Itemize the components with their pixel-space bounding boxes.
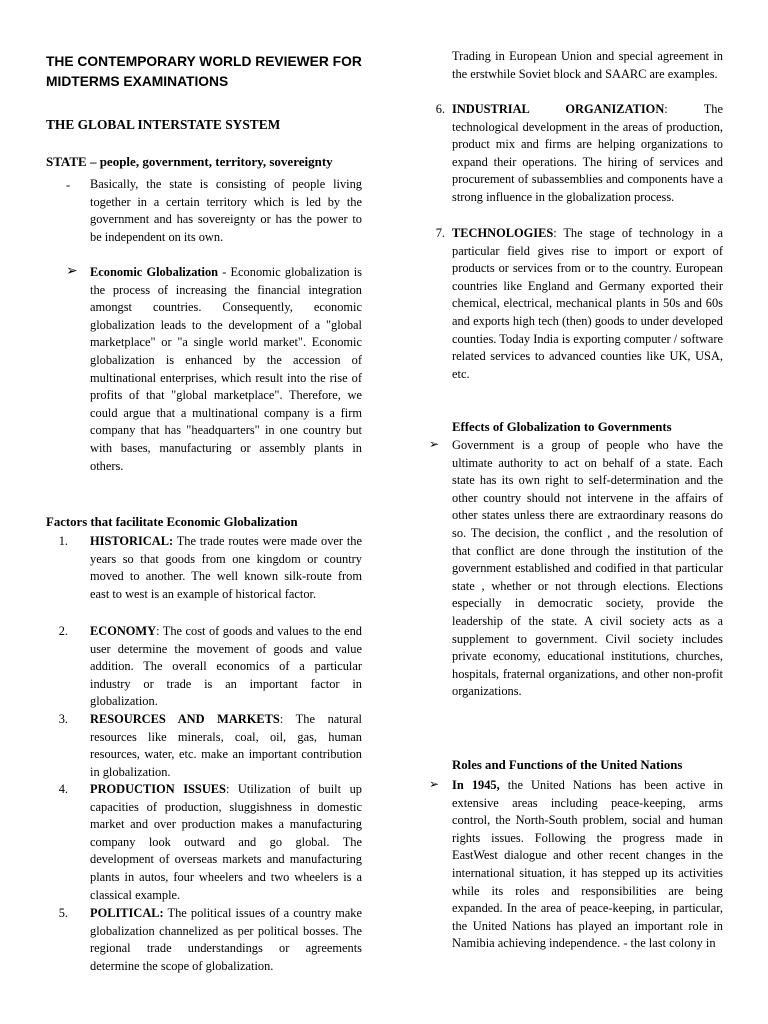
arrow-bullet-icon: ➢	[429, 777, 440, 791]
factor-number: 1.	[58, 534, 68, 548]
factor-item	[90, 533, 362, 603]
factor-term: ECONOMY	[90, 624, 157, 638]
factor-text: The political issues of a country make globalization channelized as per political bosses. The regional trade understandings or agreements determine the scope of globalization.	[90, 906, 362, 973]
factor-text: : Utilization of built up capacities of production, sluggishness in domestic market and over production makes a manufacturing company look outward and go global. The development of overseas markets and manufacturing plants in autos, four wheelers and two wheelers is a classical example.	[90, 782, 362, 902]
factor-text: : The technological development in the areas of production, product mix and firms are helping organizations to expand their operations. The hiring of services and procurement of subassemblies and components have a strong influence in the globalization process.	[452, 102, 723, 204]
effects-heading: Effects of Globalization to Governments	[452, 420, 672, 434]
factor-text: The trade routes were made over the years so that goods from one kingdom or country moved to another. The well known silk-route from east to west is an example of historical factor.	[90, 534, 362, 601]
document-title: THE CONTEMPORARY WORLD REVIEWER FOR MIDTERMS EXAMINATIONS	[46, 54, 362, 89]
factor-number: 3.	[58, 712, 68, 726]
factor-item	[452, 101, 723, 207]
factor-term: PRODUCTION ISSUES	[90, 782, 226, 796]
economic-globalization-term: Economic Globalization	[90, 265, 219, 279]
factor-number: 6.	[435, 102, 445, 116]
factor-5-continued: Trading in European Union and special agreement in the erstwhile Soviet block and SAARC are examples.	[452, 49, 723, 81]
factor-term: INDUSTRIAL ORGANIZATION	[452, 102, 665, 116]
factor-term: RESOURCES AND MARKETS	[90, 712, 280, 726]
economic-globalization-paragraph	[90, 264, 362, 475]
factor-item	[90, 623, 362, 711]
state-bullet-mark: -	[66, 178, 71, 192]
factor-item	[90, 781, 362, 904]
effects-paragraph: Government is a group of people who have the ultimate authority to act on behalf of a state. Each state has its own right to self-determination and the other country should not intervene in the affairs of other states unless there are extraordinary reasons do so. The decision, the conflict , and the resolution of that conflict are done through the institution of the government established and codified in that particular state , whether or not through elections. Elections especially in democratic society, provide the leadership of the state. A civil society acts as a supplement to government. Civil society includes private economy, educational institutions, churches, hospitals, fraternal organizations, and other non-profit organizations.	[452, 438, 723, 699]
factor-number: 5.	[58, 906, 68, 920]
state-definition: Basically, the state is consisting of people living together in a certain territory which is led by the government and has sovereignty or has the power to be independent on its own.	[90, 177, 362, 244]
arrow-bullet-icon: ➢	[429, 437, 440, 451]
un-heading: Roles and Functions of the United Nations	[452, 758, 683, 772]
arrow-bullet-icon: ➢	[66, 264, 78, 279]
factor-term: POLITICAL:	[90, 906, 164, 920]
un-year: In 1945,	[452, 778, 500, 792]
factor-number: 2.	[58, 624, 68, 638]
factor-item	[90, 905, 362, 975]
factor-number: 7.	[435, 226, 445, 240]
factor-text: : The cost of goods and values to the end user determine the movement of goods and value addition. The overall economics of a particular industry or trade is an important factor in globalization.	[90, 624, 362, 709]
factor-text: : The stage of technology in a particular field gives rise to import or export of products or services from or to the country. European countries like England and Germany exported their chemical, electrical, mechanical plants in 50s and 60s and exports high tech (then) goods to under developed counties. Today India is exporting computer / software related services to advanced counties like UK, USA, etc.	[452, 226, 723, 381]
economic-globalization-text: - Economic globalization is the process of increasing the financial integration amongst countries. Consequently, economic globalization leads to the development of a "global marketplace" or "a single world market". Economic globalization is enhanced by the accession of multinational enterprises, which result into the rise of profits of that "global marketplace". Therefore, we could argue that a multinational company is a firm company that has "headquarters" in one country but with bases, manufacturing or assembly plants in others.	[90, 265, 362, 473]
factor-term: TECHNOLOGIES	[452, 226, 554, 240]
factor-item	[452, 225, 723, 383]
factor-term: HISTORICAL:	[90, 534, 174, 548]
state-heading: STATE – people, government, territory, sovereignty	[46, 154, 333, 169]
factor-number: 4.	[58, 782, 68, 796]
factor-item	[90, 711, 362, 781]
factor-text: : The natural resources like minerals, coal, oil, gas, human resources, water, etc. make an important contribution in globalization.	[90, 712, 362, 779]
factors-heading: Factors that facilitate Economic Globalization	[46, 515, 298, 529]
section-heading: THE GLOBAL INTERSTATE SYSTEM	[46, 117, 281, 132]
un-paragraph	[452, 777, 723, 953]
un-text: the United Nations has been active in extensive areas including peace-keeping, arms control, the North-South problem, social and human rights issues. Following the progress made in EastWest dialogue and other recent changes in the international situation, it has stepped up its activities while its roles and responsibilities are being expanded. In the area of peace-keeping, in particular, the United Nations has played an important role in Namibia achieving independence. - the last colony in	[452, 778, 723, 951]
